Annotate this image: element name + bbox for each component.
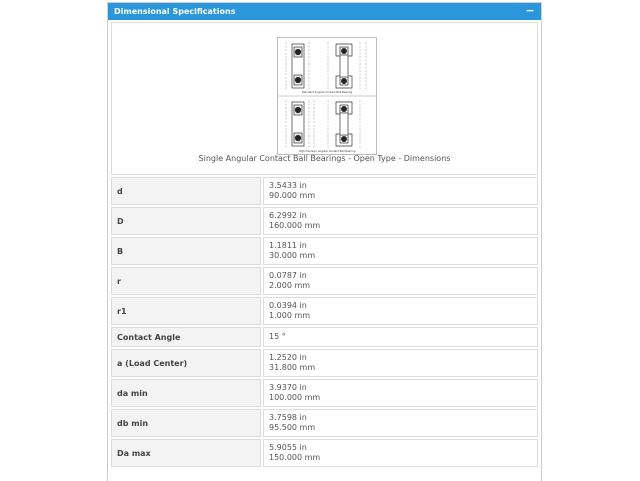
table-row [111,349,538,377]
spec-label: Contact Angle [111,327,261,347]
panel-header[interactable] [108,3,541,20]
spec-value [263,439,538,467]
spec-label: Da max [111,439,261,467]
spec-value-inch: 3.5433 in [269,181,307,190]
collapse-icon[interactable]: − [525,4,535,17]
spec-value [263,207,538,235]
table-row [111,379,538,407]
spec-value [263,267,538,295]
spec-value [263,177,538,205]
spec-value-inch: 1.1811 in [269,241,307,250]
spec-value-mm: 30.000 mm [269,251,316,260]
table-row [111,409,538,437]
spec-value-mm: 90.000 mm [269,191,316,200]
spec-value [263,297,538,325]
spec-value-inch: 3.7598 in [269,413,307,422]
table-row [111,177,538,205]
spec-value-mm: 31.800 mm [269,363,316,372]
diagram-bottom-caption: High Precision Angular Contact Ball Bearing [298,150,356,153]
spec-value-inch: 0.0787 in [269,271,307,280]
spec-value [263,349,538,377]
spec-value-inch: 3.9370 in [269,383,307,392]
table-row [111,207,538,235]
spec-value [263,409,538,437]
spec-value [263,379,538,407]
spec-value-inch: 0.0394 in [269,301,307,310]
spec-value-inch: 5.9055 in [269,443,307,452]
bearing-dimensions-diagram [277,37,377,155]
spec-label: a (Load Center) [111,349,261,377]
spec-label: B [111,237,261,265]
spec-value-mm: 2.000 mm [269,281,311,290]
spec-value-mm: 1.000 mm [269,311,311,320]
spec-label: r1 [111,297,261,325]
panel-title: Dimensional Specifications [114,7,236,16]
spec-value-inch: 6.2992 in [269,211,307,220]
spec-label: r [111,267,261,295]
spec-value-mm: 100.000 mm [269,393,321,402]
dimensions-table [109,175,540,469]
spec-value-inch: 1.2520 in [269,353,307,362]
table-row [111,267,538,295]
diagram-top-caption: Standard Angular Contact Ball Bearing [301,91,353,94]
figure-box [111,22,538,175]
spec-label: D [111,207,261,235]
dimensional-specifications-panel [107,2,542,481]
spec-value-mm: 95.500 mm [269,423,316,432]
spec-label: d [111,177,261,205]
table-row [111,297,538,325]
spec-value-mm: 160.000 mm [269,221,321,230]
table-row [111,439,538,467]
table-row [111,237,538,265]
spec-value [263,327,538,347]
spec-value-angle: 15 ° [269,332,286,341]
table-row [111,327,538,347]
spec-label: da min [111,379,261,407]
spec-label: db min [111,409,261,437]
spec-value-mm: 150.000 mm [269,453,321,462]
figure-caption: Single Angular Contact Ball Bearings - Open Type - Dimensions [198,154,451,163]
spec-value [263,237,538,265]
